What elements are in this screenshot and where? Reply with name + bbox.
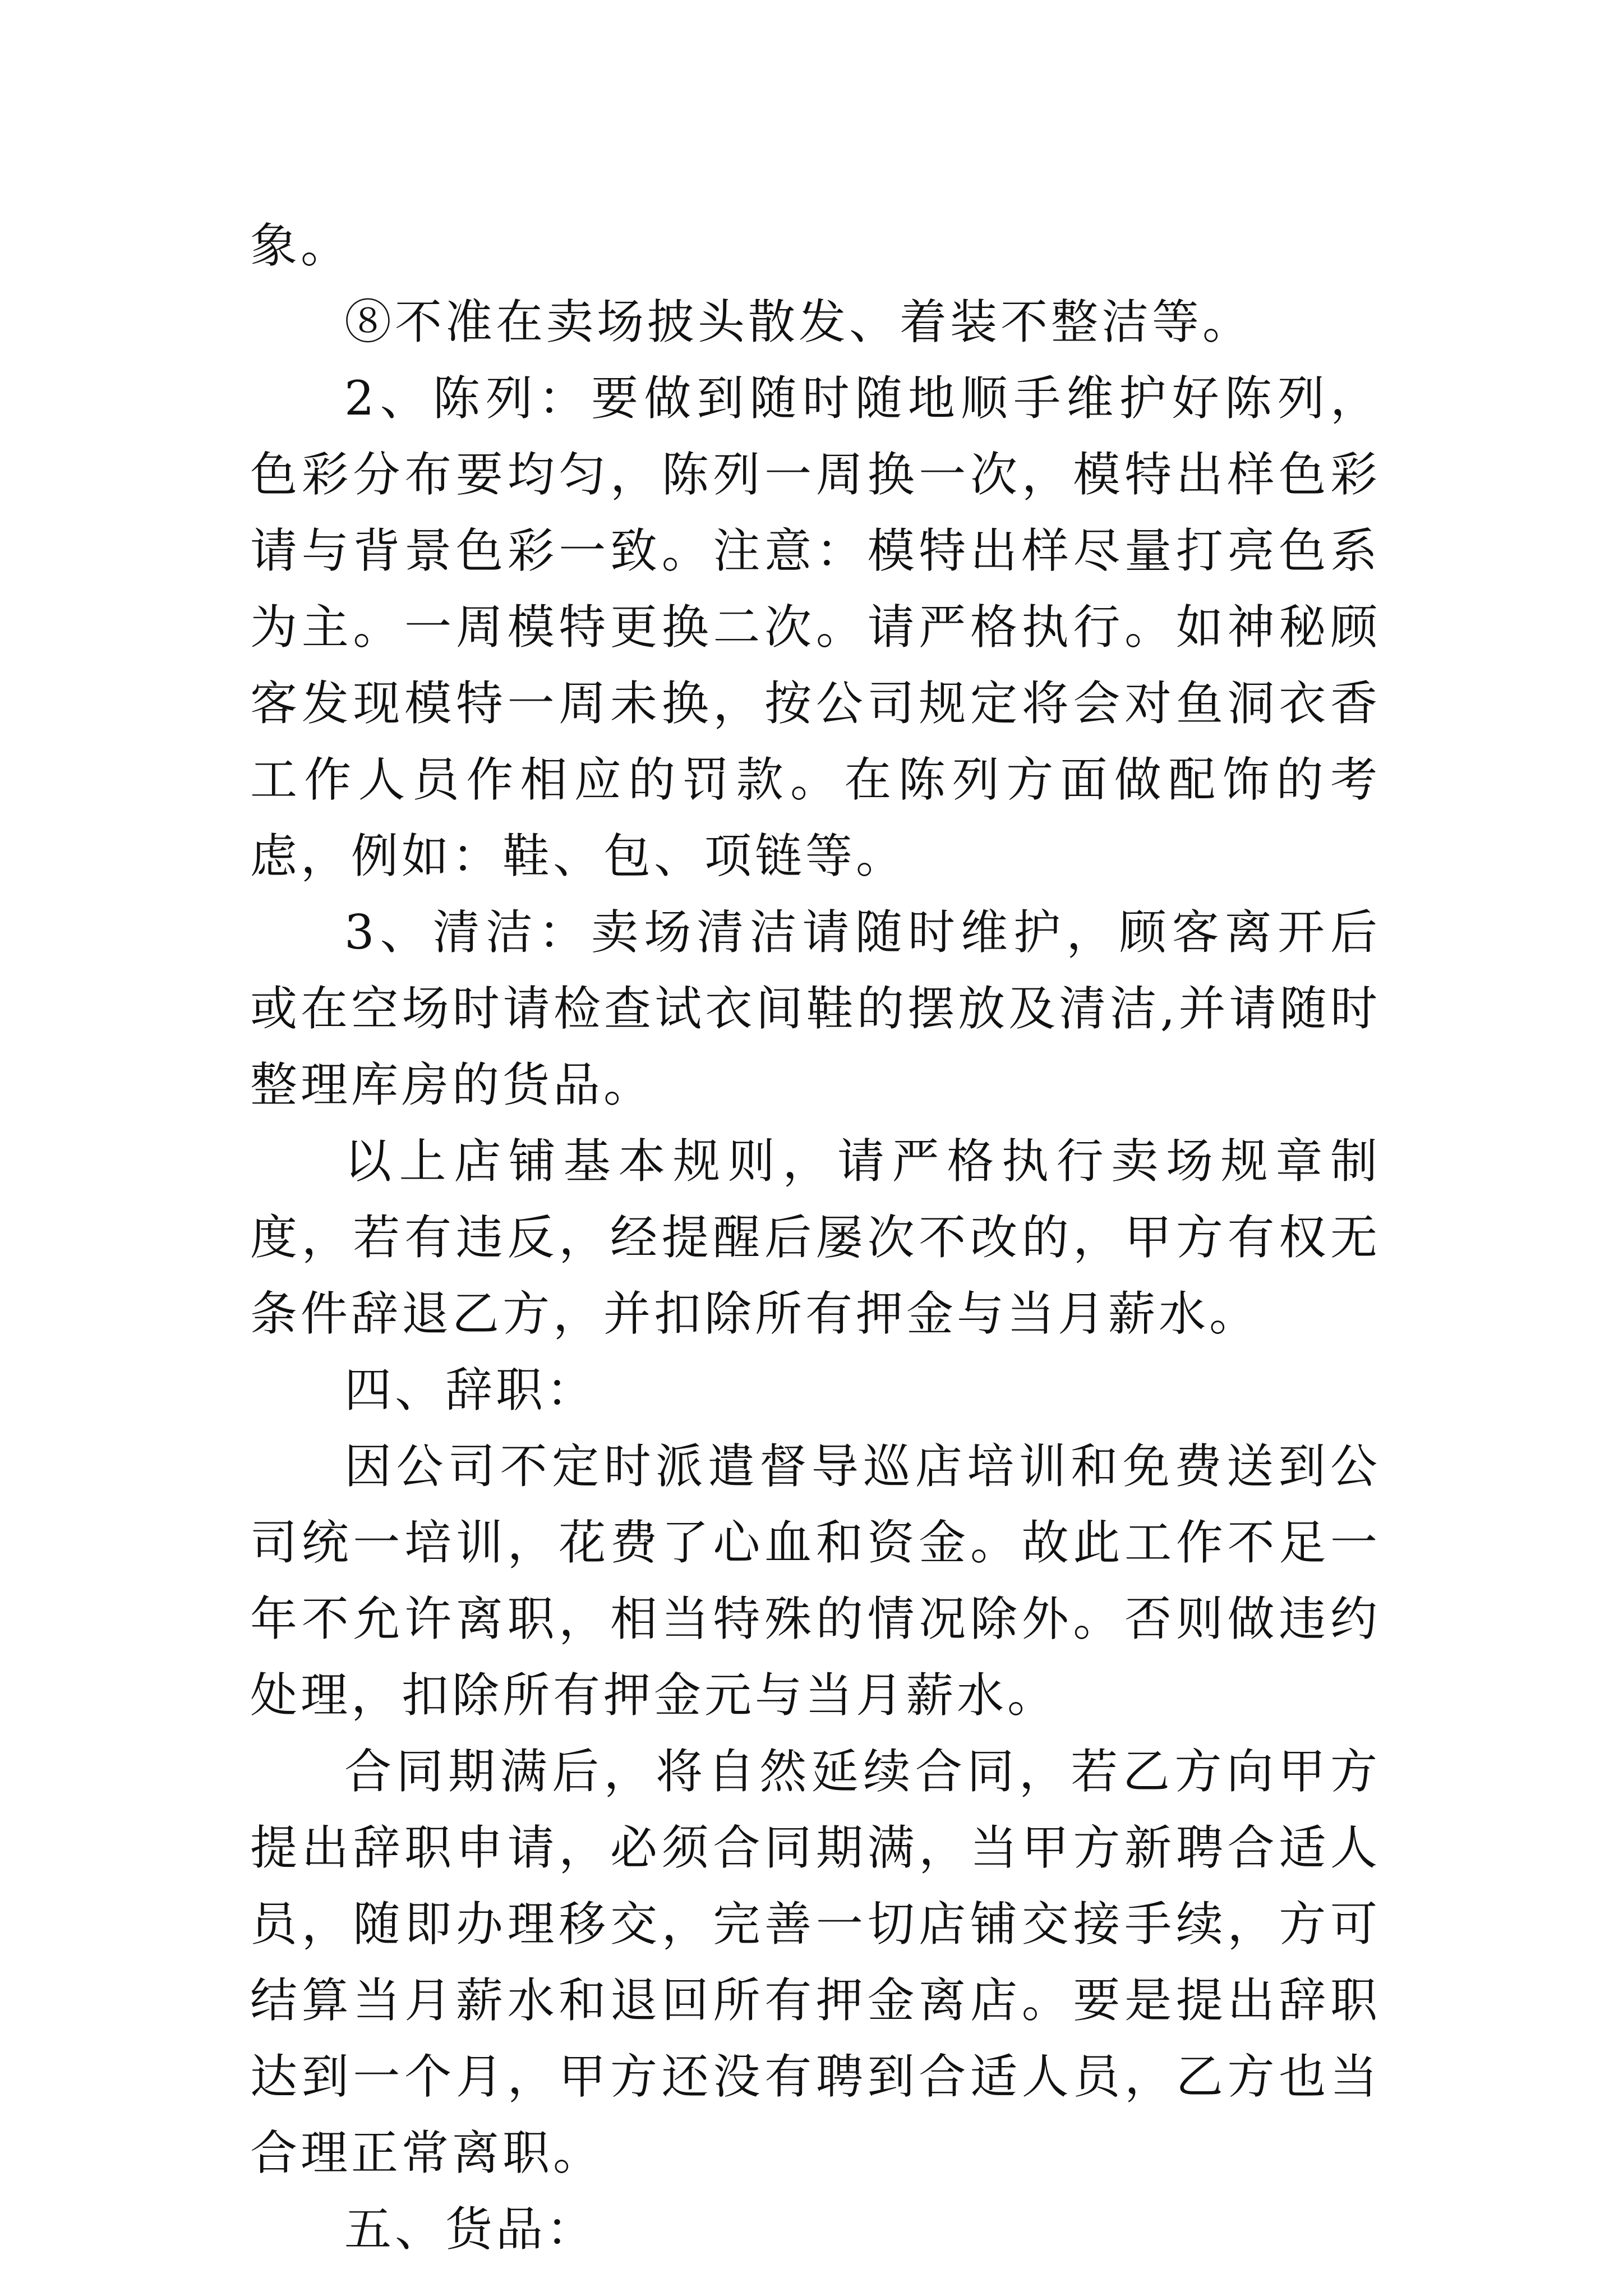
section-heading-resignation: 四、辞职： [344,1363,597,1418]
paragraph-contract-expiry: 合同期满后，将自然延续合同，若乙方向甲方提出辞职申请，必须合同期满，当甲方新聘合适人员，随即办理移交，完善一切店铺交接手续，方可结算当月薪水和退回所有押金离店。要是提出辞职达到一个月，甲方还没有聘到合适人员，乙方也当合理正常离职。 [250,1744,1381,2180]
paragraph-rules-summary: 以上店铺基本规则，请严格执行卖场规章制度，若有违反，经提醒后屡次不改的，甲方有权无条件辞退乙方，并扣除所有押金与当月薪水。 [250,1134,1381,1341]
section-heading-goods: 五、货品： [344,2202,597,2257]
paragraph-display: 2、陈列：要做到随时随地顺手维护好陈列，色彩分布要均匀，陈列一周换一次，模特出样色彩请与背景色彩一致。注意：模特出样尽量打亮色系为主。一周模特更换二次。请严格执行。如神秘顾客发现模特一周未换，按公司规定将会对鱼洞衣香工作人员作相应的罚款。在陈列方面做配饰的考虑，例如：鞋、包、项链等。 [250,371,1381,884]
paragraph-cleaning: 3、清洁：卖场清洁请随时维护，顾客离开后或在空场时请检查试衣间鞋的摆放及清洁,并请随时整理库房的货品。 [250,905,1381,1112]
document-body [250,208,1381,2267]
paragraph-continuation: 象。 [250,218,352,273]
paragraph-training-cost: 因公司不定时派遣督导巡店培训和免费送到公司统一培训，花费了心血和资金。故此工作不足一年不允许离职，相当特殊的情况除外。否则做违约处理，扣除所有押金元与当月薪水。 [250,1439,1381,1723]
paragraph-rule-8: ⑧不准在卖场披头散发、着装不整洁等。 [344,295,1253,349]
